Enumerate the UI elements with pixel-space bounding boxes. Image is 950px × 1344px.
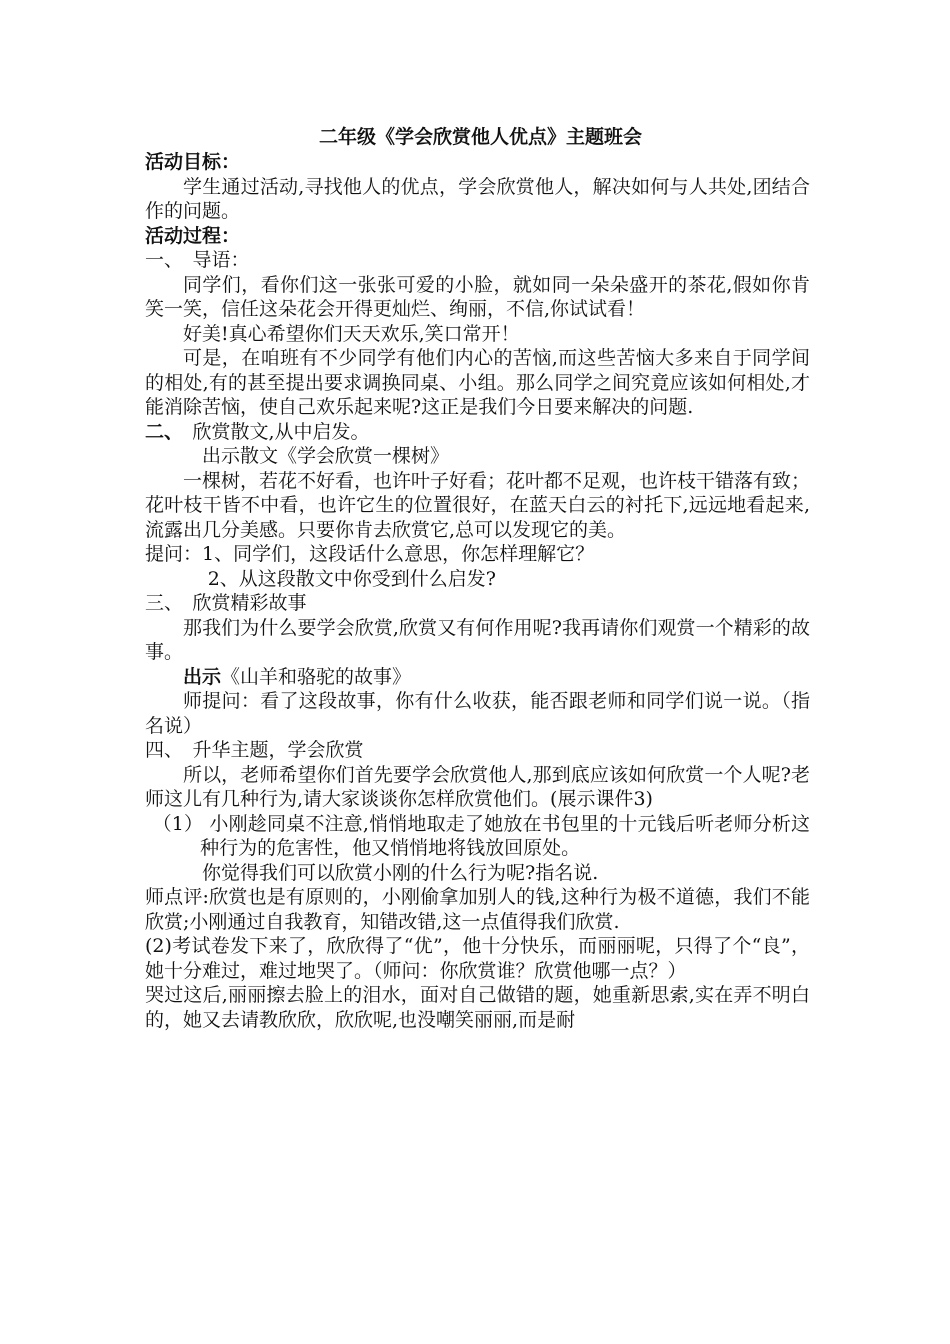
section-1-heading: 一、 导语： (145, 249, 250, 271)
section-4-paragraph-2: 哭过这后,丽丽擦去脸上的泪水，面对自己做错的题，她重新思索,实在弄不明白的，她又去请教欣欣，欣欣呢,也没嘲笑丽丽,而是耐 (145, 984, 810, 1031)
section-4-paragraph-1: 所以，老师希望你们首先要学会欣赏他人,那到底应该如何欣赏一个人呢?老师这儿有几种行为,请大家谈谈你怎样欣赏他们。(展示课件3) (145, 763, 810, 810)
goal-heading: 活动目标： (145, 151, 241, 173)
section-3-heading: 三、 欣赏精彩故事 (145, 592, 307, 614)
section-1-paragraph-3: 可是，在咱班有不少同学有他们内心的苦恼,而这些苦恼大多来自于同学间的相处,有的甚至提出要求调换同桌、小组。那么同学之间究竟应该如何相处,才能消除苦恼，使自己欢乐起来呢?这正是我们今日要来解决的问题. (145, 347, 810, 418)
section-2-question-2: 2、从这段散文中你受到什么启发? (207, 567, 496, 590)
section-2-heading-text: 欣赏散文,从中启发。 (173, 420, 370, 443)
section-4-item-1-question: 你觉得我们可以欣赏小刚的什么行为呢?指名说. (202, 861, 599, 884)
section-2-question-1: 提问：1、同学们，这段话什么意思，你怎样理解它？ (145, 543, 595, 565)
section-4-heading: 四、 升华主题，学会欣赏 (145, 739, 364, 761)
section-2-heading (145, 420, 810, 445)
goal-text: 学生通过活动,寻找他人的优点，学会欣赏他人，解决如何与人共处,团结合作的问题。 (145, 175, 810, 222)
section-2-show-essay: 出示散文《学会欣赏一棵树》 (202, 445, 450, 467)
section-2-paragraph: 一棵树，若花不好看，也许叶子好看；花叶都不足观，也许枝干错落有致；花叶枝干皆不中看，也许它生的位置很好，在蓝天白云的衬托下,远远地看起来,流露出几分美感。只要你肯去欣赏它,总可以发现它的美。 (145, 469, 811, 541)
document-page (145, 124, 810, 1032)
section-3-paragraph-2: 师提问：看了这段故事，你有什么收获，能否跟老师和同学们说一说。（指名说） (145, 690, 810, 737)
section-4-item-2: (2)考试卷发下来了，欣欣得了“优”，他十分快乐，而丽丽呢，只得了个“良”，她十分难过，难过地哭了。（师问：你欣赏谁？欣赏他哪一点？） (145, 935, 810, 982)
section-2-number: 二、 (145, 420, 174, 443)
section-1-paragraph-1: 同学们，看你们这一张张可爱的小脸，就如同一朵朵盛开的茶花,假如你肯笑一笑，信任这朵花会开得更灿烂、绚丽，不信,你试试看！ (145, 273, 810, 320)
section-3-paragraph-1: 那我们为什么要学会欣赏,欣赏又有何作用呢?我再请你们观赏一个精彩的故事。 (145, 616, 810, 663)
show-label: 出示 (183, 665, 222, 688)
process-heading: 活动过程： (145, 224, 241, 247)
section-4-teacher-comment: 师点评:欣赏也是有原则的，小刚偷拿加别人的钱,这种行为极不道德，我们不能欣赏;小刚通过自我教育，知错改错,这一点值得我们欣赏. (145, 886, 810, 933)
section-3-show-story (145, 665, 810, 690)
section-1-paragraph-2: 好美!真心希望你们天天欢乐,笑口常开！ (183, 322, 520, 345)
story-title: 《山羊和骆驼的故事》 (221, 665, 412, 688)
document-title: 二年级《学会欣赏他人优点》主题班会 (318, 126, 642, 148)
section-4-item-1: （1） 小刚趁同桌不注意,悄悄地取走了她放在书包里的十元钱后听老师分析这种行为的危害性，他又悄悄地将钱放回原处。 (152, 812, 810, 859)
